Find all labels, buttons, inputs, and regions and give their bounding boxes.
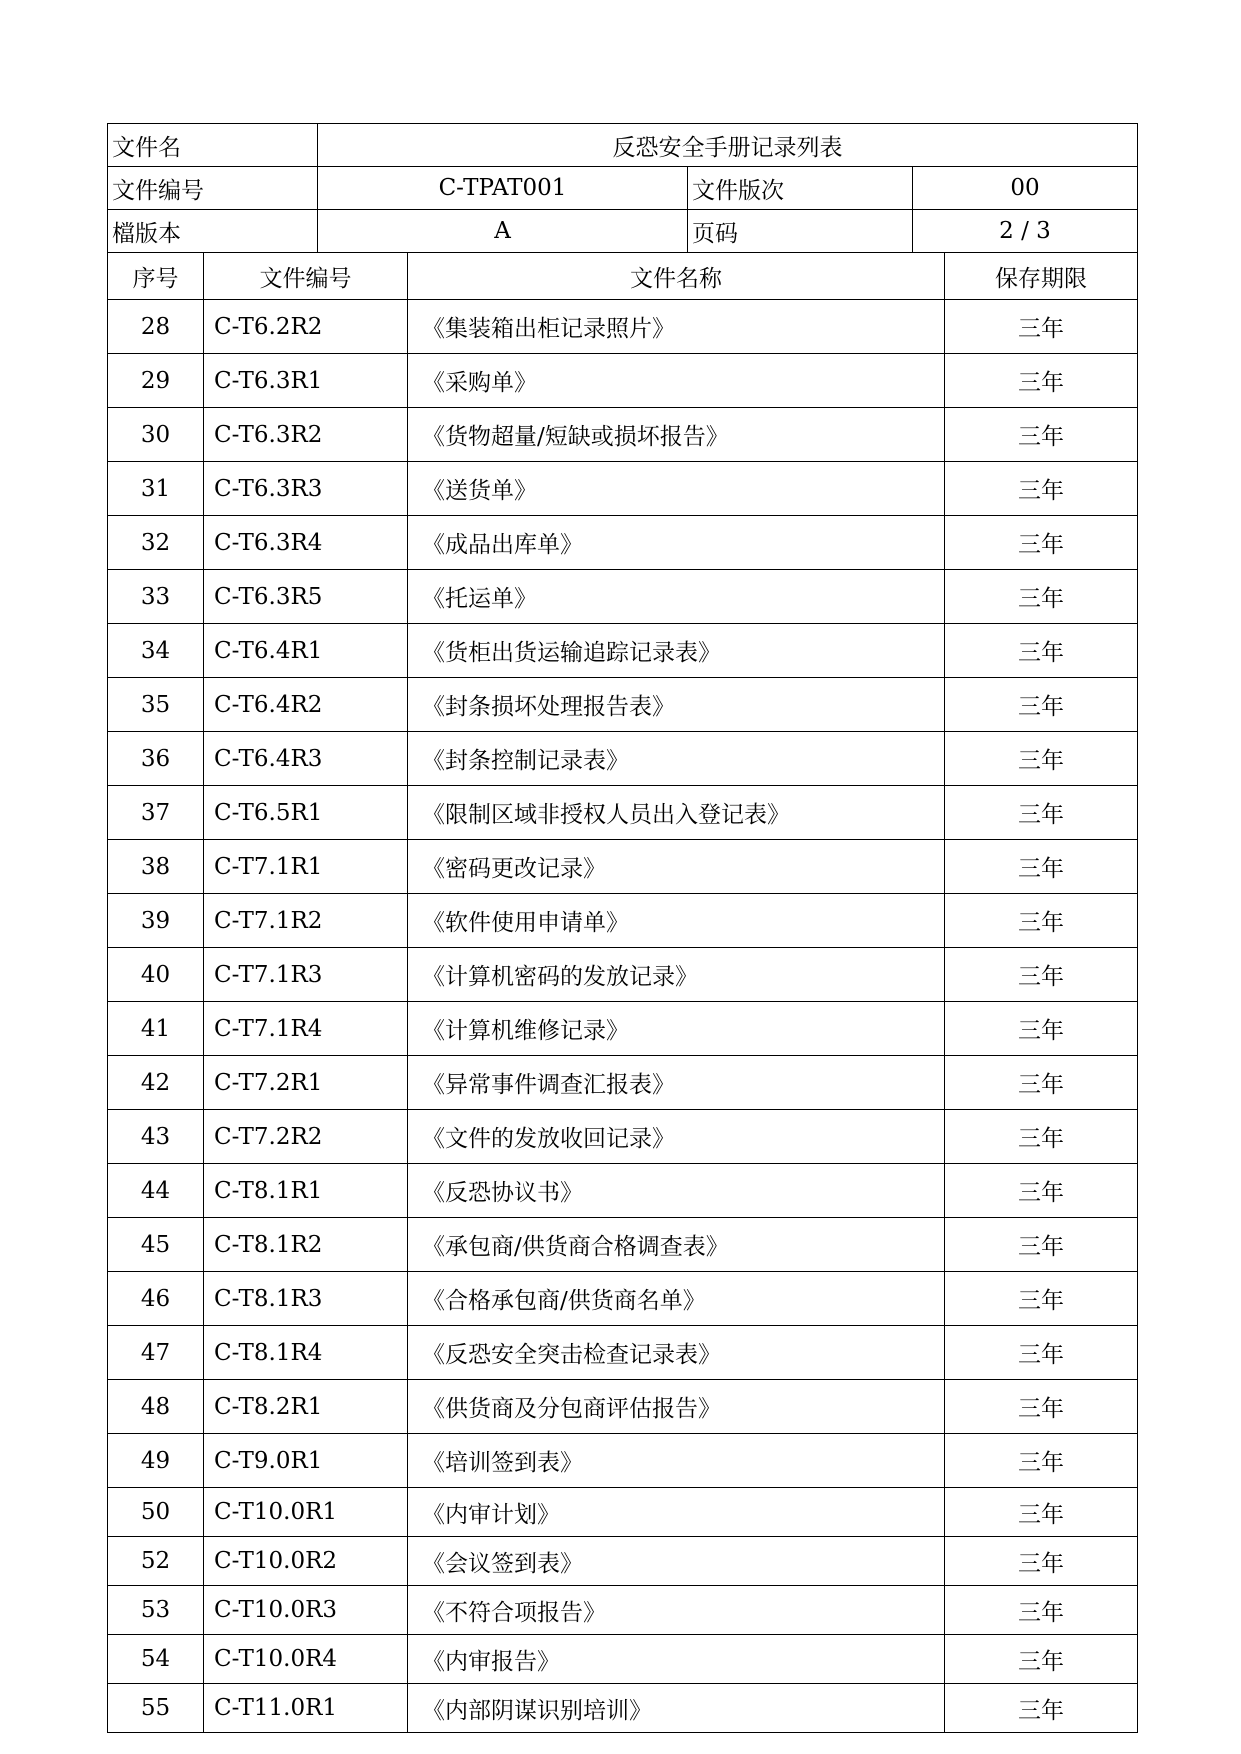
table-row bbox=[108, 1272, 1138, 1326]
table-row bbox=[108, 354, 1138, 408]
table-row bbox=[108, 840, 1138, 894]
record-code: C-T6.3R1 bbox=[204, 354, 408, 408]
table-row bbox=[108, 1488, 1138, 1537]
record-name: 《密码更改记录》 bbox=[408, 840, 945, 894]
table-row bbox=[108, 1434, 1138, 1488]
table-row bbox=[108, 1326, 1138, 1380]
record-name: 《会议签到表》 bbox=[408, 1537, 945, 1586]
table-row bbox=[108, 1056, 1138, 1110]
file-number-value: C-TPAT001 bbox=[318, 167, 688, 210]
record-seq: 43 bbox=[108, 1110, 204, 1164]
column-header-code: 文件编号 bbox=[204, 253, 408, 300]
record-code: C-T6.4R3 bbox=[204, 732, 408, 786]
record-name: 《计算机维修记录》 bbox=[408, 1002, 945, 1056]
table-row bbox=[108, 786, 1138, 840]
record-seq: 46 bbox=[108, 1272, 204, 1326]
file-version-label: 文件版次 bbox=[688, 167, 913, 210]
record-seq: 55 bbox=[108, 1684, 204, 1733]
table-row bbox=[108, 570, 1138, 624]
record-code: C-T6.3R2 bbox=[204, 408, 408, 462]
record-name: 《内审计划》 bbox=[408, 1488, 945, 1537]
record-retention: 三年 bbox=[945, 1635, 1138, 1684]
record-name: 《内部阴谋识别培训》 bbox=[408, 1684, 945, 1733]
record-seq: 38 bbox=[108, 840, 204, 894]
record-retention: 三年 bbox=[945, 516, 1138, 570]
record-code: C-T11.0R1 bbox=[204, 1684, 408, 1733]
table-row bbox=[108, 894, 1138, 948]
page-label: 页码 bbox=[688, 210, 913, 253]
record-retention: 三年 bbox=[945, 840, 1138, 894]
archive-version-value: A bbox=[318, 210, 688, 253]
table-row bbox=[108, 678, 1138, 732]
record-name: 《采购单》 bbox=[408, 354, 945, 408]
record-code: C-T8.1R4 bbox=[204, 1326, 408, 1380]
record-seq: 53 bbox=[108, 1586, 204, 1635]
record-name: 《反恐安全突击检查记录表》 bbox=[408, 1326, 945, 1380]
record-seq: 34 bbox=[108, 624, 204, 678]
record-retention: 三年 bbox=[945, 1272, 1138, 1326]
table-row bbox=[108, 1002, 1138, 1056]
record-retention: 三年 bbox=[945, 1434, 1138, 1488]
record-name: 《软件使用申请单》 bbox=[408, 894, 945, 948]
record-seq: 47 bbox=[108, 1326, 204, 1380]
record-name: 《货物超量/短缺或损坏报告》 bbox=[408, 408, 945, 462]
file-number-label: 文件编号 bbox=[108, 167, 318, 210]
header-row-file-name bbox=[108, 124, 1138, 167]
record-name: 《合格承包商/供货商名单》 bbox=[408, 1272, 945, 1326]
record-code: C-T6.4R1 bbox=[204, 624, 408, 678]
header-table bbox=[107, 123, 1138, 253]
table-row bbox=[108, 300, 1138, 354]
record-seq: 31 bbox=[108, 462, 204, 516]
record-seq: 40 bbox=[108, 948, 204, 1002]
record-name: 《封条损坏处理报告表》 bbox=[408, 678, 945, 732]
record-code: C-T6.3R3 bbox=[204, 462, 408, 516]
table-row bbox=[108, 408, 1138, 462]
record-retention: 三年 bbox=[945, 1488, 1138, 1537]
record-retention: 三年 bbox=[945, 462, 1138, 516]
record-seq: 30 bbox=[108, 408, 204, 462]
column-header-name: 文件名称 bbox=[408, 253, 945, 300]
record-code: C-T8.1R3 bbox=[204, 1272, 408, 1326]
record-name: 《内审报告》 bbox=[408, 1635, 945, 1684]
table-row bbox=[108, 516, 1138, 570]
record-seq: 33 bbox=[108, 570, 204, 624]
record-retention: 三年 bbox=[945, 1110, 1138, 1164]
record-code: C-T10.0R2 bbox=[204, 1537, 408, 1586]
table-row bbox=[108, 624, 1138, 678]
record-code: C-T10.0R1 bbox=[204, 1488, 408, 1537]
record-code: C-T7.1R2 bbox=[204, 894, 408, 948]
record-seq: 28 bbox=[108, 300, 204, 354]
record-name: 《不符合项报告》 bbox=[408, 1586, 945, 1635]
table-row bbox=[108, 1684, 1138, 1733]
table-row bbox=[108, 1635, 1138, 1684]
column-header-seq: 序号 bbox=[108, 253, 204, 300]
record-seq: 52 bbox=[108, 1537, 204, 1586]
table-row bbox=[108, 1110, 1138, 1164]
file-name-label: 文件名 bbox=[108, 124, 318, 167]
record-retention: 三年 bbox=[945, 1537, 1138, 1586]
file-version-value: 00 bbox=[913, 167, 1138, 210]
record-code: C-T10.0R4 bbox=[204, 1635, 408, 1684]
record-code: C-T8.1R1 bbox=[204, 1164, 408, 1218]
record-seq: 37 bbox=[108, 786, 204, 840]
record-name: 《反恐协议书》 bbox=[408, 1164, 945, 1218]
record-retention: 三年 bbox=[945, 948, 1138, 1002]
records-table bbox=[107, 252, 1138, 1733]
record-retention: 三年 bbox=[945, 1002, 1138, 1056]
record-name: 《限制区域非授权人员出入登记表》 bbox=[408, 786, 945, 840]
record-retention: 三年 bbox=[945, 786, 1138, 840]
record-code: C-T7.2R1 bbox=[204, 1056, 408, 1110]
record-name: 《异常事件调查汇报表》 bbox=[408, 1056, 945, 1110]
record-code: C-T8.1R2 bbox=[204, 1218, 408, 1272]
page-value: 2 / 3 bbox=[913, 210, 1138, 253]
record-retention: 三年 bbox=[945, 570, 1138, 624]
header-row-archive bbox=[108, 210, 1138, 253]
record-name: 《送货单》 bbox=[408, 462, 945, 516]
record-name: 《成品出库单》 bbox=[408, 516, 945, 570]
record-code: C-T6.2R2 bbox=[204, 300, 408, 354]
record-retention: 三年 bbox=[945, 354, 1138, 408]
record-retention: 三年 bbox=[945, 1056, 1138, 1110]
record-seq: 48 bbox=[108, 1380, 204, 1434]
record-seq: 54 bbox=[108, 1635, 204, 1684]
record-retention: 三年 bbox=[945, 300, 1138, 354]
record-code: C-T6.4R2 bbox=[204, 678, 408, 732]
table-row bbox=[108, 732, 1138, 786]
record-retention: 三年 bbox=[945, 1380, 1138, 1434]
record-code: C-T9.0R1 bbox=[204, 1434, 408, 1488]
archive-version-label: 檔版本 bbox=[108, 210, 318, 253]
records-body bbox=[108, 300, 1138, 1733]
record-code: C-T7.1R4 bbox=[204, 1002, 408, 1056]
record-seq: 50 bbox=[108, 1488, 204, 1537]
record-retention: 三年 bbox=[945, 1218, 1138, 1272]
column-header-retention: 保存期限 bbox=[945, 253, 1138, 300]
table-row bbox=[108, 1164, 1138, 1218]
table-row bbox=[108, 462, 1138, 516]
record-retention: 三年 bbox=[945, 732, 1138, 786]
record-name: 《承包商/供货商合格调查表》 bbox=[408, 1218, 945, 1272]
record-retention: 三年 bbox=[945, 678, 1138, 732]
record-name: 《托运单》 bbox=[408, 570, 945, 624]
record-code: C-T6.3R4 bbox=[204, 516, 408, 570]
record-code: C-T7.2R2 bbox=[204, 1110, 408, 1164]
record-seq: 45 bbox=[108, 1218, 204, 1272]
record-name: 《计算机密码的发放记录》 bbox=[408, 948, 945, 1002]
record-code: C-T10.0R3 bbox=[204, 1586, 408, 1635]
record-seq: 36 bbox=[108, 732, 204, 786]
table-row bbox=[108, 1537, 1138, 1586]
column-header-row bbox=[108, 253, 1138, 300]
record-name: 《培训签到表》 bbox=[408, 1434, 945, 1488]
record-code: C-T7.1R3 bbox=[204, 948, 408, 1002]
record-code: C-T6.5R1 bbox=[204, 786, 408, 840]
record-seq: 49 bbox=[108, 1434, 204, 1488]
record-name: 《文件的发放收回记录》 bbox=[408, 1110, 945, 1164]
record-retention: 三年 bbox=[945, 1684, 1138, 1733]
record-seq: 42 bbox=[108, 1056, 204, 1110]
table-row bbox=[108, 948, 1138, 1002]
record-seq: 39 bbox=[108, 894, 204, 948]
record-seq: 35 bbox=[108, 678, 204, 732]
record-retention: 三年 bbox=[945, 1164, 1138, 1218]
record-retention: 三年 bbox=[945, 1586, 1138, 1635]
record-retention: 三年 bbox=[945, 894, 1138, 948]
record-name: 《货柜出货运输追踪记录表》 bbox=[408, 624, 945, 678]
record-code: C-T7.1R1 bbox=[204, 840, 408, 894]
record-seq: 44 bbox=[108, 1164, 204, 1218]
file-name-value: 反恐安全手册记录列表 bbox=[318, 124, 1138, 167]
record-seq: 32 bbox=[108, 516, 204, 570]
record-retention: 三年 bbox=[945, 1326, 1138, 1380]
record-name: 《供货商及分包商评估报告》 bbox=[408, 1380, 945, 1434]
header-row-file-number bbox=[108, 167, 1138, 210]
record-name: 《封条控制记录表》 bbox=[408, 732, 945, 786]
table-row bbox=[108, 1586, 1138, 1635]
record-retention: 三年 bbox=[945, 624, 1138, 678]
record-code: C-T8.2R1 bbox=[204, 1380, 408, 1434]
record-seq: 41 bbox=[108, 1002, 204, 1056]
record-name: 《集装箱出柜记录照片》 bbox=[408, 300, 945, 354]
document-page bbox=[107, 123, 1137, 1733]
table-row bbox=[108, 1218, 1138, 1272]
record-retention: 三年 bbox=[945, 408, 1138, 462]
record-seq: 29 bbox=[108, 354, 204, 408]
table-row bbox=[108, 1380, 1138, 1434]
record-code: C-T6.3R5 bbox=[204, 570, 408, 624]
